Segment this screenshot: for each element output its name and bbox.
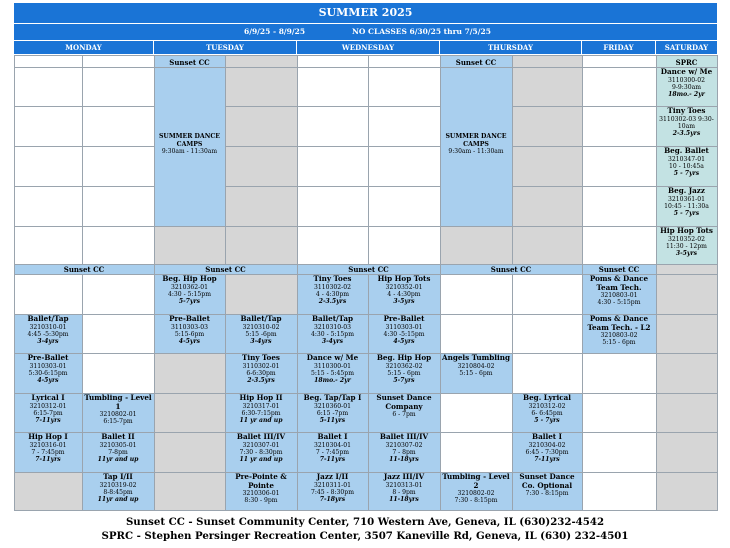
day-header-monday: MONDAY	[14, 41, 154, 54]
grid-cell	[225, 226, 298, 265]
location-label-thu: Sunset CC	[490, 265, 532, 274]
class-entry	[225, 433, 297, 472]
class-name: Beg. Ballet	[664, 147, 709, 155]
class-age: 18mo.- 2yr	[668, 91, 705, 98]
class-age: 4-5yrs	[178, 338, 201, 345]
class-name: Tiny Toes	[667, 107, 706, 115]
class-entry	[297, 275, 368, 314]
grid-cell	[297, 67, 369, 107]
grid-cell	[82, 106, 155, 147]
class-entry	[14, 354, 82, 393]
class-age: 7-11yrs	[35, 456, 61, 463]
class-entry	[512, 473, 582, 510]
camp-time: 9:30am - 11:30am	[161, 148, 218, 155]
class-detail: 8 - 9pm	[392, 488, 416, 496]
grid-cell	[14, 67, 83, 107]
class-detail: 3210310-02	[242, 323, 280, 331]
grid-cell	[225, 274, 298, 315]
grid-cell	[82, 146, 155, 187]
class-detail: 3210307-01	[242, 441, 280, 449]
class-entry	[440, 354, 512, 393]
grid-cell	[154, 353, 226, 394]
class-age: 11-18yrs	[389, 496, 419, 503]
grid-cell	[154, 472, 226, 511]
class-age: 11 yr and up	[239, 456, 283, 463]
grid-cell	[656, 314, 718, 354]
grid-cell	[440, 226, 513, 265]
grid-cell	[512, 314, 583, 354]
class-detail: 7:30 - 8:30pm	[239, 448, 283, 456]
grid-cell	[582, 353, 657, 394]
class-detail: 3210802-02	[457, 490, 495, 498]
class-entry	[14, 394, 82, 432]
grid-cell	[512, 274, 583, 315]
grid-cell	[512, 146, 583, 187]
day-header-thursday: THURSDAY	[440, 41, 582, 54]
class-detail: 6:30-7:15pm	[241, 409, 281, 417]
class-detail: 10 - 10:45a	[669, 162, 704, 170]
grid-cell	[582, 67, 657, 107]
class-detail: 3110302-02	[314, 283, 351, 291]
class-entry	[154, 275, 225, 314]
class-detail: 7:30 - 8:15pm	[525, 490, 569, 498]
location-label-thursday-top: Sunset CC	[455, 58, 497, 67]
grid-cell	[512, 353, 583, 394]
grid-cell	[82, 186, 155, 227]
location-label-tuesday-top: Sunset CC	[169, 58, 210, 67]
class-name: Hip Hop II	[239, 394, 283, 402]
class-detail: 3210362-01	[171, 283, 208, 291]
page-title: SUMMER 2025	[318, 6, 413, 19]
class-detail: 7 - 7:45pm	[31, 448, 65, 456]
class-name: Beg. Hip Hop	[162, 275, 217, 283]
grid-cell	[297, 146, 369, 187]
class-detail: 5:15 - 6pm	[602, 339, 636, 347]
footer-divider	[14, 510, 717, 511]
day-header-wednesday: WEDNESDAY	[297, 41, 440, 54]
grid-cell	[368, 146, 441, 187]
grid-cell	[368, 106, 441, 147]
class-name: Angels Tumbling	[442, 354, 510, 362]
class-detail: 3210803-01	[600, 292, 638, 300]
class-name: Ballet II	[101, 433, 135, 441]
class-name: Tiny Toes	[313, 275, 352, 283]
class-age: 7-11yrs	[534, 456, 560, 463]
class-name: Pre-Ballet	[383, 315, 425, 323]
class-entry	[440, 473, 512, 510]
camp-time: 9:30am - 11:30am	[448, 148, 504, 155]
class-age: 11yr and up	[97, 496, 139, 503]
grid-cell	[225, 186, 298, 227]
day-header-tuesday: TUESDAY	[154, 41, 297, 54]
class-name: Sunset Dance Co. Optional	[519, 473, 575, 490]
class-name: Jazz III/IV	[383, 473, 425, 481]
grid-cell	[82, 67, 155, 107]
class-name: Dance w/ Me	[660, 68, 713, 76]
class-detail: 3110300-02	[668, 76, 705, 84]
footer-sunset-address: Sunset CC - Sunset Community Center, 710 Western Ave, Geneva, IL (630)232-4542	[125, 516, 605, 528]
class-detail: 5:15 - 5:45pm	[311, 369, 354, 377]
class-detail: 3210312-01	[29, 402, 67, 410]
class-name: Ballet III/IV	[236, 433, 286, 441]
class-detail: 8:30 - 9pm	[244, 497, 278, 505]
grid-cell	[14, 146, 83, 187]
grid-cell	[225, 146, 298, 187]
class-entry	[297, 354, 368, 393]
class-age: 3-4yrs	[321, 338, 344, 345]
grid-cell	[154, 226, 226, 265]
class-age: 2-3.5yrs	[247, 377, 275, 384]
class-detail: 3210310-03	[314, 323, 351, 331]
grid-cell	[512, 106, 583, 147]
class-detail: 7:30 - 8:15pm	[454, 497, 498, 505]
class-entry	[368, 275, 440, 314]
grid-cell	[512, 226, 583, 265]
class-age: 7-18yrs	[319, 496, 346, 503]
class-detail: 7 - 8pm	[392, 448, 416, 456]
class-age: 3-5yrs	[675, 250, 698, 257]
class-detail: 3210803-02	[600, 332, 638, 340]
class-detail: 4:30 -5:15pm	[383, 330, 425, 338]
grid-cell	[14, 472, 83, 511]
class-detail: 4 - 4:30pm	[315, 290, 350, 298]
class-entry	[225, 315, 297, 353]
class-age: 4-5yrs	[37, 377, 59, 384]
class-detail: 7-8pm	[108, 448, 128, 456]
class-entry	[582, 315, 656, 353]
class-name: Lyrical I	[31, 394, 65, 402]
location-label-fri: Sunset CC	[598, 265, 640, 274]
grid-cell	[656, 353, 718, 394]
class-detail: 3210319-02	[99, 481, 137, 489]
class-name: Dance w/ Me	[306, 354, 359, 362]
class-detail: 5:30-6:15pm	[28, 369, 68, 377]
class-detail: 6:15-7pm	[33, 409, 63, 417]
class-age: 5 - 7yrs	[673, 170, 700, 177]
grid-cell	[14, 274, 83, 315]
dates-bar	[14, 24, 717, 40]
class-detail: 4:30 - 5:15pm	[168, 290, 211, 298]
class-entry	[297, 433, 368, 472]
location-label-mon: Sunset CC	[63, 265, 105, 274]
class-entry	[656, 68, 717, 106]
class-detail: 3110303-01	[29, 362, 67, 370]
class-detail: 7 - 7:45pm	[315, 448, 350, 456]
class-name: Jazz I/II	[316, 473, 349, 481]
grid-cell	[512, 67, 583, 107]
grid-cell	[656, 274, 718, 315]
class-entry	[297, 473, 368, 510]
class-age: 11-18yrs	[389, 456, 419, 463]
class-detail: 3210347-01	[668, 155, 705, 163]
grid-cell	[82, 314, 155, 354]
grid-cell	[582, 472, 657, 511]
class-detail: 3210306-01	[242, 490, 280, 498]
class-detail: 9-9:30am	[671, 83, 702, 91]
grid-cell	[297, 186, 369, 227]
class-detail: 4:30 - 5:15pm	[597, 299, 641, 307]
class-detail: 7:45 - 8:30pm	[311, 488, 354, 496]
class-detail: 6-6:30pm	[246, 369, 276, 377]
grid-cell	[297, 226, 369, 265]
grid-cell	[225, 67, 298, 107]
class-entry	[368, 394, 440, 432]
session-dates: 6/9/25 - 8/9/25	[244, 27, 306, 36]
class-detail: 3210317-01	[242, 402, 280, 410]
class-name: Pre-Pointe & Pointe	[235, 473, 287, 490]
class-entry	[225, 394, 297, 432]
grid-cell	[368, 186, 441, 227]
day-header-saturday: SATURDAY	[656, 41, 717, 54]
class-age: 3-4yrs	[37, 338, 59, 345]
class-name: Tumbling - Level 1	[84, 394, 152, 411]
class-age: 2-3.5yrs	[672, 130, 701, 137]
class-detail: 3210802-01	[99, 411, 137, 419]
class-age: 18mo.- 2yr	[314, 377, 351, 384]
class-detail: 11:30 - 12pm	[666, 242, 707, 250]
class-name: Tumbling - Level 2	[442, 473, 510, 490]
class-detail: 8-8:45pm	[103, 488, 133, 496]
grid-cell	[440, 393, 513, 433]
class-name: Ballet/Tap	[311, 315, 354, 323]
class-entry	[656, 227, 717, 264]
grid-cell	[82, 353, 155, 394]
class-detail: 6:45 - 7:30pm	[525, 448, 569, 456]
grid-cell	[14, 226, 83, 265]
class-detail: 6- 6:45pm	[531, 409, 563, 417]
class-detail: 3210311-01	[314, 481, 351, 489]
class-entry	[582, 275, 656, 314]
class-detail: 3210352-02	[668, 235, 705, 243]
class-detail: 3110302-03 9:30-10am	[659, 115, 714, 130]
no-classes-note: NO CLASSES 6/30/25 thru 7/5/25	[352, 27, 491, 36]
class-entry	[297, 394, 368, 432]
footer-sprc-address: SPRC - Stephen Persinger Recreation Center, 3507 Kaneville Rd, Geneva, IL (630) 232-4501	[101, 530, 629, 542]
grid-cell	[656, 432, 718, 473]
class-detail: 3210360-01	[314, 402, 351, 410]
class-age: 11 yr and up	[239, 417, 283, 424]
class-detail: 3210305-01	[99, 441, 137, 449]
class-age: 5 - 7yrs	[534, 417, 560, 424]
class-entry	[225, 473, 297, 510]
class-entry	[368, 315, 440, 353]
class-age: 2-3.5yrs	[318, 298, 347, 305]
grid-cell	[82, 274, 155, 315]
grid-cell	[582, 432, 657, 473]
grid-cell	[440, 432, 513, 473]
class-detail: 6:15 -7pm	[316, 409, 349, 417]
grid-cell	[225, 106, 298, 147]
class-name: Beg. Hip Hop	[376, 354, 432, 362]
class-name: Beg. Lyrical	[523, 394, 571, 402]
class-entry	[14, 433, 82, 472]
class-age: 3-4yrs	[250, 338, 272, 345]
class-name: Poms & Dance Team Tech.	[589, 275, 649, 292]
class-name: Hip Hop I	[28, 433, 68, 441]
class-age: 5-7yrs	[178, 298, 201, 305]
grid-cell	[656, 472, 718, 511]
class-detail: 4:30 - 5:15pm	[311, 330, 354, 338]
class-name: Tap I/II	[103, 473, 133, 481]
class-detail: 4:45 -5:30pm	[27, 330, 69, 338]
class-name: Tiny Toes	[242, 354, 280, 362]
class-entry	[368, 473, 440, 510]
class-age: 7-11yrs	[319, 456, 346, 463]
grid-cell	[582, 226, 657, 265]
class-name: Hip Hop Tots	[660, 227, 713, 235]
class-detail: 5:15-6pm	[174, 330, 205, 338]
class-name: Ballet/Tap	[27, 315, 69, 323]
class-entry	[225, 354, 297, 393]
class-entry	[656, 187, 717, 226]
day-header-friday: FRIDAY	[582, 41, 656, 54]
class-detail: 4 - 4:30pm	[387, 290, 421, 298]
class-age: 11yr and up	[97, 456, 139, 463]
grid-cell	[297, 106, 369, 147]
grid-cell	[82, 226, 155, 265]
grid-cell	[368, 226, 441, 265]
class-detail: 3110303-01	[385, 323, 423, 331]
grid-cell	[582, 393, 657, 433]
class-name: Ballet/Tap	[240, 315, 282, 323]
grid-cell	[582, 106, 657, 147]
class-detail: 3210310-01	[29, 323, 67, 331]
class-entry	[512, 394, 582, 432]
class-detail: 3210804-02	[457, 362, 495, 370]
class-detail: 3210312-02	[528, 402, 566, 410]
class-detail: 3210304-01	[314, 441, 351, 449]
class-entry	[82, 433, 154, 472]
class-name: Beg. Jazz	[668, 187, 705, 195]
grid-cell	[582, 186, 657, 227]
class-detail: 3110303-03	[171, 323, 208, 331]
class-detail: 3210307-02	[385, 441, 423, 449]
class-detail: 5:15 - 6pm	[387, 369, 421, 377]
class-age: 5-7yrs	[393, 377, 415, 384]
class-detail: 6:15-7pm	[103, 418, 133, 426]
class-detail: 3210352-01	[385, 283, 423, 291]
grid-cell	[154, 432, 226, 473]
summer-camps-thursday	[440, 133, 512, 156]
grid-cell	[14, 106, 83, 147]
class-entry	[656, 147, 717, 186]
class-detail: 5:15 - 6pm	[459, 369, 493, 377]
class-detail: 3210362-02	[385, 362, 423, 370]
class-name: Ballet III/IV	[379, 433, 429, 441]
class-name: Beg. Tap/Tap I	[303, 394, 362, 402]
class-name: Pre-Ballet	[169, 315, 210, 323]
grid-cell	[582, 146, 657, 187]
class-name: Poms & Dance Team Tech. - L2	[587, 315, 651, 332]
class-detail: 6 - 7pm	[392, 411, 416, 419]
grid-cell	[14, 186, 83, 227]
class-entry	[14, 315, 82, 353]
camp-name: SUMMER DANCE CAMPS	[445, 133, 507, 148]
camp-name: SUMMER DANCE CAMPS	[158, 133, 221, 148]
class-age: 7-11yrs	[35, 417, 61, 424]
class-entry	[368, 433, 440, 472]
class-name: Ballet I	[532, 433, 562, 441]
class-age: 3-5yrs	[393, 298, 415, 305]
class-detail: 3210361-01	[668, 195, 705, 203]
class-age: 4-5yrs	[393, 338, 415, 345]
grid-cell	[656, 393, 718, 433]
location-label-saturday-top: SPRC	[675, 58, 698, 67]
class-detail: 3210316-01	[29, 441, 67, 449]
summer-camps-tuesday	[154, 133, 225, 156]
class-detail: 3110300-01	[314, 362, 351, 370]
title-bar	[14, 3, 717, 23]
grid-cell	[440, 314, 513, 354]
class-detail: 3110302-01	[242, 362, 280, 370]
grid-cell	[154, 393, 226, 433]
class-name: Sunset Dance Company	[376, 394, 432, 411]
grid-cell	[440, 274, 513, 315]
class-age: 5-11yrs	[319, 417, 346, 424]
grid-cell	[368, 67, 441, 107]
location-label-tue: Sunset CC	[205, 265, 246, 274]
grid-cell	[512, 186, 583, 227]
class-age: 5 - 7yrs	[673, 210, 700, 217]
class-entry	[512, 433, 582, 472]
class-detail: 3210304-02	[528, 441, 566, 449]
class-entry	[82, 394, 154, 432]
location-label-wed: Sunset CC	[348, 265, 389, 274]
class-entry	[154, 315, 225, 353]
class-entry	[368, 354, 440, 393]
class-detail: 5:15 -6pm	[245, 330, 277, 338]
class-name: Ballet I	[317, 433, 348, 441]
class-detail: 3210313-01	[385, 481, 423, 489]
class-entry	[656, 107, 717, 146]
class-entry	[82, 473, 154, 510]
class-detail: 10:45 - 11:30a	[664, 202, 709, 210]
class-entry	[297, 315, 368, 353]
class-name: Hip Hop Tots	[377, 275, 431, 283]
class-name: Pre-Ballet	[27, 354, 69, 362]
